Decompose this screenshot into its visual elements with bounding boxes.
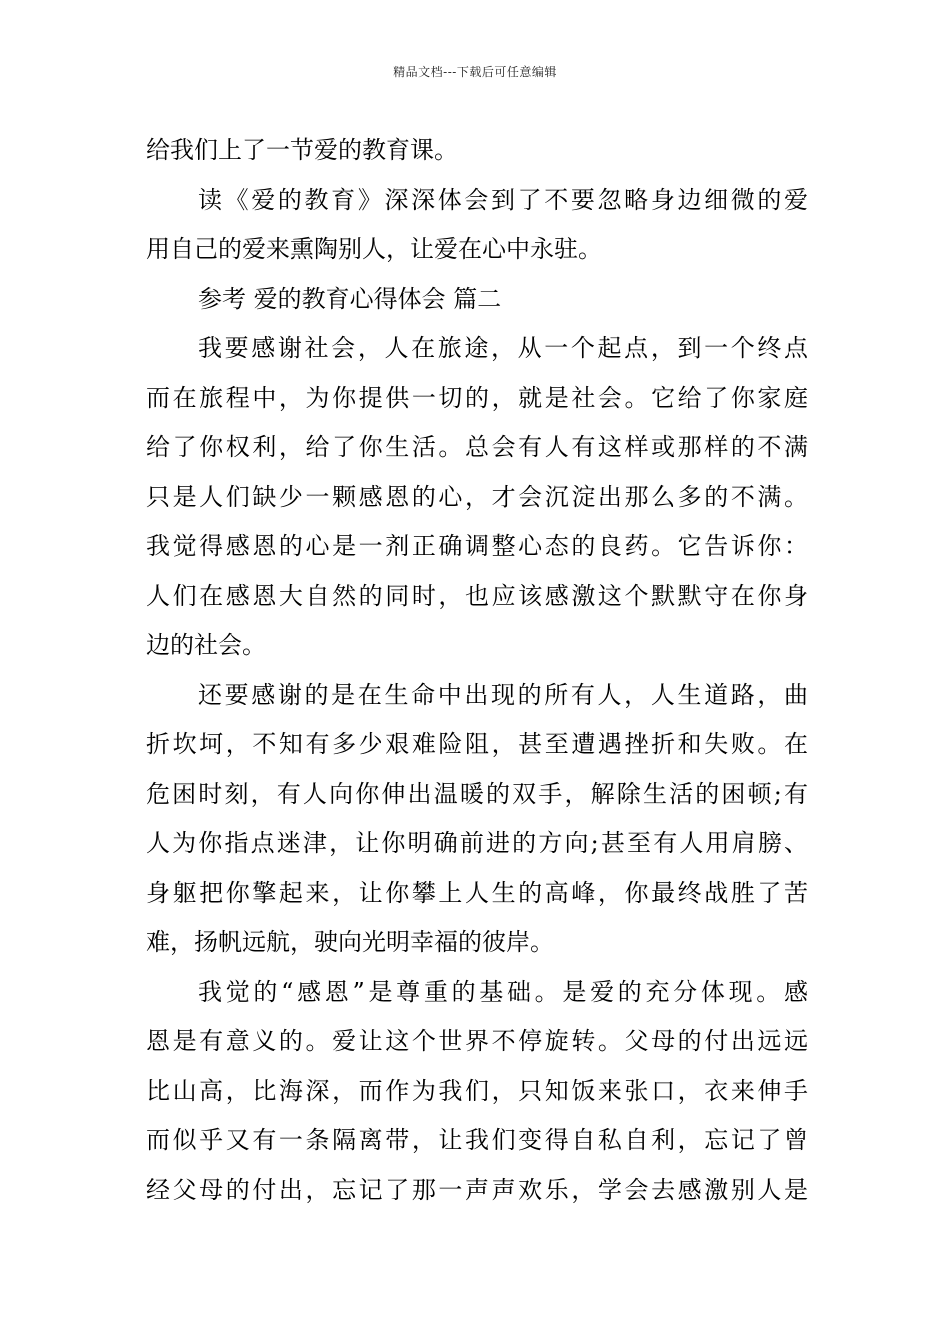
text-line: 用自己的爱来熏陶别人，让爱在心中永驻。	[146, 235, 602, 263]
text-line: 读《爱的教育》深深体会到了不要忽略身边细微的爱	[198, 185, 808, 214]
text-line: 危困时刻，有人向你伸出温暖的双手，解除生活的困顿;有	[146, 779, 808, 808]
text-line: 我觉的“感恩”是尊重的基础。是爱的充分体现。感	[198, 977, 808, 1006]
text-line: 恩是有意义的。爱让这个世界不停旋转。父母的付出远远	[146, 1027, 808, 1055]
text-line: 给了你权利，给了你生活。总会有人有这样或那样的不满	[146, 433, 808, 461]
page-header: 精品文档---下载后可任意编辑	[393, 65, 557, 79]
text-line: 还要感谢的是在生命中出现的所有人，人生道路，曲	[198, 680, 808, 709]
document-body	[146, 126, 808, 1215]
text-line: 身躯把你擎起来，让你攀上人生的高峰，你最终战胜了苦	[146, 878, 808, 907]
text-line: 边的社会。	[146, 631, 266, 659]
text-line: 而在旅程中，为你提供一切的，就是社会。它给了你家庭	[146, 383, 808, 412]
text-line: 折坎坷，不知有多少艰难险阻，甚至遭遇挫折和失败。在	[146, 730, 808, 758]
text-line: 参考 爱的教育心得体会 篇二	[198, 284, 502, 313]
text-line: 我要感谢社会，人在旅途，从一个起点，到一个终点	[198, 334, 808, 362]
text-line: 只是人们缺少一颗感恩的心，才会沉淀出那么多的不满。	[146, 482, 808, 511]
text-line: 人们在感恩大自然的同时，也应该感激这个默默守在你身	[146, 581, 808, 610]
text-line: 而似乎又有一条隔离带，让我们变得自私自利，忘记了曾	[146, 1126, 808, 1154]
text-line: 我觉得感恩的心是一剂正确调整心态的良药。它告诉你：	[146, 532, 808, 560]
text-line: 经父母的付出，忘记了那一声声欢乐，学会去感激别人是	[146, 1175, 808, 1204]
text-line: 人为你指点迷津，让你明确前进的方向;甚至有人用肩膀、	[146, 829, 808, 857]
text-line: 给我们上了一节爱的教育课。	[146, 136, 458, 164]
text-line: 难，扬帆远航，驶向光明幸福的彼岸。	[146, 928, 554, 956]
text-line: 比山高，比海深，而作为我们，只知饭来张口，衣来伸手	[146, 1076, 808, 1105]
